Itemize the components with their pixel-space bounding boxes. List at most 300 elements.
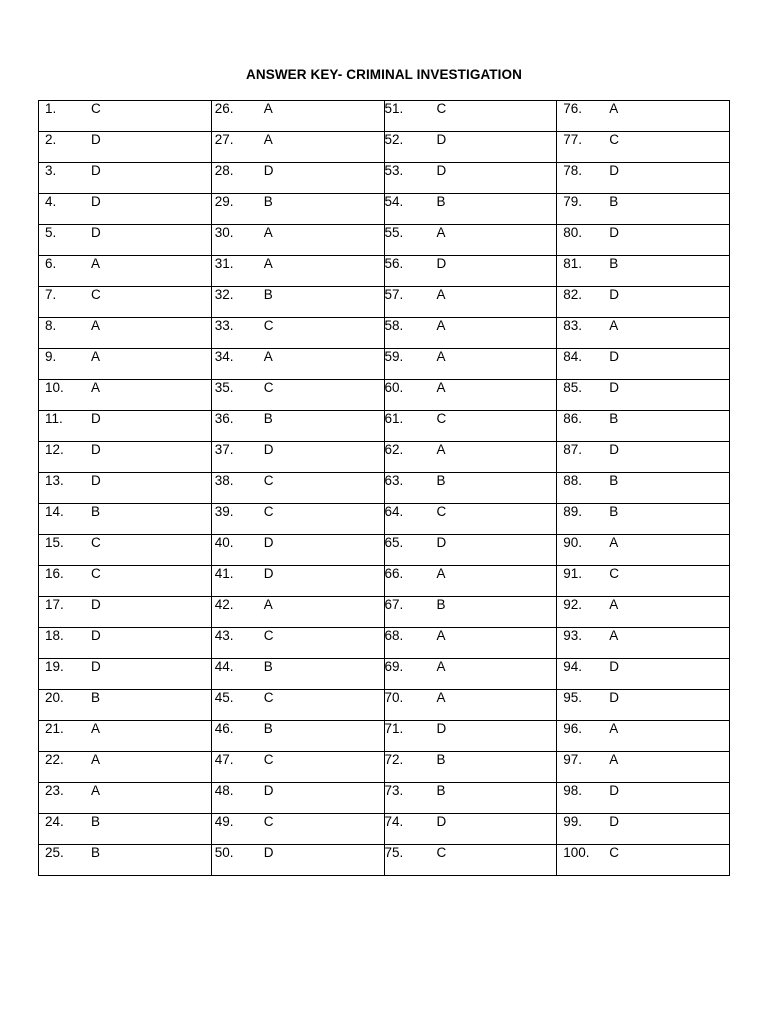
question-number: 8. bbox=[45, 318, 57, 333]
answer-cell bbox=[211, 349, 384, 380]
answer-cell-content bbox=[557, 690, 729, 720]
question-number: 97. bbox=[563, 752, 583, 767]
answer-cell bbox=[211, 721, 384, 752]
question-number: 33. bbox=[214, 318, 234, 333]
answer-cell bbox=[211, 535, 384, 566]
question-number: 4. bbox=[45, 194, 57, 209]
answer-cell-content bbox=[557, 752, 729, 782]
question-number: 88. bbox=[563, 473, 583, 488]
answer-cell-content bbox=[39, 380, 211, 410]
answer-cell-content bbox=[557, 721, 729, 751]
question-number: 72. bbox=[384, 752, 404, 767]
question-number: 73. bbox=[384, 783, 404, 798]
answer-cell bbox=[39, 442, 212, 473]
answer-cell-content bbox=[212, 783, 384, 813]
answer-cell-content bbox=[385, 194, 557, 224]
answer-cell-content bbox=[212, 380, 384, 410]
question-number: 55. bbox=[384, 225, 404, 240]
answer-letter: A bbox=[263, 132, 273, 147]
answer-cell bbox=[557, 411, 730, 442]
answer-cell-content bbox=[557, 845, 729, 875]
question-number: 65. bbox=[384, 535, 404, 550]
question-number: 84. bbox=[563, 349, 583, 364]
question-number: 51. bbox=[384, 101, 404, 116]
answer-letter: A bbox=[436, 628, 446, 643]
answer-letter: D bbox=[436, 721, 447, 736]
question-number: 90. bbox=[563, 535, 583, 550]
answer-letter: A bbox=[91, 752, 101, 767]
table-row bbox=[39, 628, 730, 659]
answer-cell bbox=[557, 349, 730, 380]
answer-cell bbox=[384, 473, 557, 504]
answer-cell-content bbox=[385, 411, 557, 441]
answer-letter: A bbox=[609, 535, 619, 550]
answer-cell bbox=[211, 752, 384, 783]
answer-cell bbox=[211, 473, 384, 504]
question-number: 62. bbox=[384, 442, 404, 457]
answer-cell-content bbox=[39, 535, 211, 565]
answer-letter: C bbox=[91, 101, 101, 116]
answer-cell-content bbox=[39, 256, 211, 286]
answer-letter: C bbox=[609, 566, 619, 581]
answer-cell bbox=[384, 318, 557, 349]
question-number: 70. bbox=[384, 690, 404, 705]
question-number: 63. bbox=[384, 473, 404, 488]
answer-letter: A bbox=[263, 101, 273, 116]
answer-cell bbox=[211, 659, 384, 690]
answer-cell-content bbox=[39, 783, 211, 813]
answer-letter: A bbox=[609, 721, 619, 736]
question-number: 23. bbox=[45, 783, 64, 798]
answer-cell-content bbox=[557, 225, 729, 255]
table-row bbox=[39, 442, 730, 473]
answer-letter: C bbox=[263, 752, 274, 767]
answer-cell-content bbox=[385, 442, 557, 472]
answer-cell bbox=[384, 721, 557, 752]
answer-cell-content bbox=[39, 566, 211, 596]
answer-letter: B bbox=[263, 659, 273, 674]
table-row bbox=[39, 132, 730, 163]
question-number: 86. bbox=[563, 411, 583, 426]
answer-cell-content bbox=[557, 163, 729, 193]
answer-cell bbox=[211, 597, 384, 628]
answer-letter: C bbox=[609, 845, 619, 860]
answer-letter: A bbox=[91, 318, 101, 333]
answer-letter: D bbox=[91, 132, 101, 147]
answer-cell-content bbox=[385, 287, 557, 317]
question-number: 3. bbox=[45, 163, 57, 178]
question-number: 74. bbox=[384, 814, 404, 829]
question-number: 56. bbox=[384, 256, 404, 271]
question-number: 27. bbox=[214, 132, 234, 147]
answer-letter: C bbox=[436, 101, 447, 116]
answer-cell-content bbox=[39, 349, 211, 379]
answer-cell-content bbox=[212, 318, 384, 348]
answer-cell-content bbox=[385, 132, 557, 162]
answer-cell bbox=[557, 752, 730, 783]
answer-cell bbox=[384, 845, 557, 876]
answer-cell-content bbox=[212, 194, 384, 224]
answer-cell-content bbox=[557, 256, 729, 286]
answer-cell-content bbox=[39, 721, 211, 751]
answer-letter: D bbox=[609, 783, 619, 798]
answer-cell-content bbox=[557, 194, 729, 224]
answer-letter: B bbox=[609, 411, 619, 426]
answer-cell-content bbox=[557, 442, 729, 472]
answer-cell-content bbox=[557, 101, 729, 131]
table-row bbox=[39, 783, 730, 814]
answer-cell bbox=[39, 101, 212, 132]
answer-cell-content bbox=[557, 349, 729, 379]
answer-letter: C bbox=[436, 504, 447, 519]
question-number: 19. bbox=[45, 659, 64, 674]
question-number: 89. bbox=[563, 504, 583, 519]
question-number: 39. bbox=[214, 504, 234, 519]
table-row bbox=[39, 473, 730, 504]
answer-cell bbox=[557, 845, 730, 876]
answer-cell bbox=[39, 597, 212, 628]
question-number: 7. bbox=[45, 287, 57, 302]
question-number: 93. bbox=[563, 628, 583, 643]
answer-cell-content bbox=[385, 380, 557, 410]
answer-letter: D bbox=[91, 411, 101, 426]
answer-letter: D bbox=[436, 814, 447, 829]
question-number: 76. bbox=[563, 101, 583, 116]
answer-cell-content bbox=[212, 814, 384, 844]
answer-letter: D bbox=[91, 442, 101, 457]
answer-cell bbox=[211, 690, 384, 721]
answer-key-table bbox=[38, 100, 730, 876]
answer-cell bbox=[39, 566, 212, 597]
answer-letter: B bbox=[436, 783, 446, 798]
question-number: 52. bbox=[384, 132, 404, 147]
question-number: 80. bbox=[563, 225, 583, 240]
answer-cell-content bbox=[557, 535, 729, 565]
question-number: 40. bbox=[214, 535, 234, 550]
answer-cell bbox=[557, 380, 730, 411]
answer-letter: D bbox=[609, 287, 619, 302]
question-number: 77. bbox=[563, 132, 583, 147]
answer-cell-content bbox=[385, 256, 557, 286]
question-number: 17. bbox=[45, 597, 64, 612]
question-number: 68. bbox=[384, 628, 404, 643]
answer-letter: D bbox=[263, 163, 274, 178]
question-number: 82. bbox=[563, 287, 583, 302]
answer-letter: B bbox=[609, 473, 619, 488]
answer-cell bbox=[557, 504, 730, 535]
table-row bbox=[39, 566, 730, 597]
answer-cell bbox=[211, 318, 384, 349]
question-number: 9. bbox=[45, 349, 57, 364]
answer-cell-content bbox=[557, 597, 729, 627]
question-number: 28. bbox=[214, 163, 234, 178]
answer-cell-content bbox=[385, 814, 557, 844]
answer-letter: C bbox=[436, 411, 447, 426]
answer-cell-content bbox=[385, 566, 557, 596]
question-number: 25. bbox=[45, 845, 64, 860]
answer-cell-content bbox=[39, 659, 211, 689]
answer-cell bbox=[39, 659, 212, 690]
question-number: 45. bbox=[214, 690, 234, 705]
answer-letter: B bbox=[609, 194, 619, 209]
answer-cell bbox=[39, 752, 212, 783]
table-row bbox=[39, 194, 730, 225]
answer-cell-content bbox=[385, 845, 557, 875]
question-number: 38. bbox=[214, 473, 234, 488]
answer-cell bbox=[384, 690, 557, 721]
question-number: 69. bbox=[384, 659, 404, 674]
table-row bbox=[39, 752, 730, 783]
answer-letter: A bbox=[436, 659, 446, 674]
answer-cell-content bbox=[385, 752, 557, 782]
answer-letter: C bbox=[91, 287, 101, 302]
answer-letter: D bbox=[91, 163, 101, 178]
answer-letter: C bbox=[263, 380, 274, 395]
answer-cell bbox=[211, 287, 384, 318]
answer-letter: C bbox=[91, 566, 101, 581]
question-number: 14. bbox=[45, 504, 64, 519]
question-number: 31. bbox=[214, 256, 234, 271]
answer-cell bbox=[557, 597, 730, 628]
answer-cell-content bbox=[212, 132, 384, 162]
question-number: 43. bbox=[214, 628, 234, 643]
answer-cell bbox=[384, 597, 557, 628]
answer-cell bbox=[557, 194, 730, 225]
table-row bbox=[39, 845, 730, 876]
answer-letter: D bbox=[609, 814, 619, 829]
table-row bbox=[39, 349, 730, 380]
answer-cell bbox=[384, 535, 557, 566]
question-number: 46. bbox=[214, 721, 234, 736]
answer-cell-content bbox=[212, 845, 384, 875]
answer-letter: D bbox=[436, 132, 447, 147]
answer-letter: B bbox=[91, 845, 101, 860]
question-number: 66. bbox=[384, 566, 404, 581]
question-number: 53. bbox=[384, 163, 404, 178]
answer-cell bbox=[557, 132, 730, 163]
answer-cell bbox=[557, 473, 730, 504]
answer-letter: C bbox=[263, 628, 274, 643]
question-number: 1. bbox=[45, 101, 57, 116]
answer-cell bbox=[384, 349, 557, 380]
answer-cell bbox=[39, 132, 212, 163]
answer-letter: A bbox=[91, 721, 101, 736]
answer-letter: A bbox=[263, 597, 273, 612]
question-number: 13. bbox=[45, 473, 64, 488]
table-row bbox=[39, 690, 730, 721]
answer-cell bbox=[384, 783, 557, 814]
answer-cell-content bbox=[557, 783, 729, 813]
answer-cell-content bbox=[212, 473, 384, 503]
answer-cell-content bbox=[385, 721, 557, 751]
answer-cell-content bbox=[557, 814, 729, 844]
answer-cell-content bbox=[212, 442, 384, 472]
answer-cell bbox=[384, 194, 557, 225]
question-number: 48. bbox=[214, 783, 234, 798]
question-number: 32. bbox=[214, 287, 234, 302]
answer-cell-content bbox=[212, 256, 384, 286]
answer-letter: C bbox=[91, 535, 101, 550]
question-number: 2. bbox=[45, 132, 57, 147]
answer-cell-content bbox=[212, 535, 384, 565]
answer-cell bbox=[384, 628, 557, 659]
answer-letter: D bbox=[436, 256, 447, 271]
answer-cell bbox=[39, 535, 212, 566]
question-number: 37. bbox=[214, 442, 234, 457]
table-row bbox=[39, 597, 730, 628]
answer-letter: D bbox=[609, 659, 619, 674]
answer-cell bbox=[384, 163, 557, 194]
question-number: 47. bbox=[214, 752, 234, 767]
question-number: 6. bbox=[45, 256, 57, 271]
answer-cell bbox=[39, 225, 212, 256]
answer-cell-content bbox=[557, 659, 729, 689]
answer-cell-content bbox=[557, 504, 729, 534]
answer-cell bbox=[384, 411, 557, 442]
question-number: 18. bbox=[45, 628, 64, 643]
answer-cell bbox=[39, 845, 212, 876]
answer-letter: C bbox=[263, 690, 274, 705]
answer-cell bbox=[211, 380, 384, 411]
answer-letter: D bbox=[91, 473, 101, 488]
answer-letter: B bbox=[436, 194, 446, 209]
answer-cell bbox=[557, 163, 730, 194]
answer-cell bbox=[39, 473, 212, 504]
answer-letter: D bbox=[91, 194, 101, 209]
table-row bbox=[39, 101, 730, 132]
answer-cell-content bbox=[39, 163, 211, 193]
question-number: 5. bbox=[45, 225, 57, 240]
question-number: 30. bbox=[214, 225, 234, 240]
answer-letter: D bbox=[436, 163, 447, 178]
answer-letter: D bbox=[609, 349, 619, 364]
answer-letter: B bbox=[609, 504, 619, 519]
answer-letter: D bbox=[609, 163, 619, 178]
answer-cell-content bbox=[39, 597, 211, 627]
table-row bbox=[39, 814, 730, 845]
answer-cell bbox=[211, 442, 384, 473]
answer-cell-content bbox=[385, 628, 557, 658]
question-number: 15. bbox=[45, 535, 64, 550]
answer-cell-content bbox=[557, 380, 729, 410]
answer-letter: C bbox=[263, 473, 274, 488]
table-row bbox=[39, 318, 730, 349]
answer-letter: D bbox=[609, 690, 619, 705]
answer-letter: C bbox=[609, 132, 619, 147]
question-number: 91. bbox=[563, 566, 583, 581]
answer-letter: B bbox=[263, 194, 273, 209]
question-number: 99. bbox=[563, 814, 583, 829]
answer-cell bbox=[211, 783, 384, 814]
answer-cell bbox=[384, 256, 557, 287]
question-number: 41. bbox=[214, 566, 234, 581]
question-number: 92. bbox=[563, 597, 583, 612]
answer-cell-content bbox=[557, 318, 729, 348]
question-number: 57. bbox=[384, 287, 404, 302]
question-number: 36. bbox=[214, 411, 234, 426]
answer-letter: B bbox=[263, 287, 273, 302]
answer-letter: A bbox=[91, 349, 101, 364]
answer-cell bbox=[39, 256, 212, 287]
question-number: 58. bbox=[384, 318, 404, 333]
answer-cell-content bbox=[39, 101, 211, 131]
answer-cell bbox=[39, 194, 212, 225]
answer-letter: D bbox=[263, 845, 274, 860]
answer-cell bbox=[39, 628, 212, 659]
answer-cell-content bbox=[212, 566, 384, 596]
question-number: 67. bbox=[384, 597, 404, 612]
answer-cell bbox=[384, 752, 557, 783]
answer-cell-content bbox=[212, 287, 384, 317]
answer-cell-content bbox=[385, 318, 557, 348]
answer-cell-content bbox=[39, 690, 211, 720]
answer-letter: D bbox=[436, 535, 447, 550]
answer-cell-content bbox=[385, 163, 557, 193]
answer-letter: C bbox=[436, 845, 447, 860]
answer-letter: A bbox=[263, 256, 273, 271]
answer-cell bbox=[384, 380, 557, 411]
question-number: 10. bbox=[45, 380, 64, 395]
answer-cell-content bbox=[39, 845, 211, 875]
answer-cell bbox=[211, 132, 384, 163]
question-number: 21. bbox=[45, 721, 64, 736]
answer-cell-content bbox=[557, 628, 729, 658]
answer-letter: A bbox=[91, 380, 101, 395]
answer-cell-content bbox=[39, 132, 211, 162]
answer-cell bbox=[557, 287, 730, 318]
answer-cell bbox=[211, 163, 384, 194]
answer-cell bbox=[384, 225, 557, 256]
answer-cell bbox=[211, 101, 384, 132]
answer-letter: D bbox=[91, 597, 101, 612]
question-number: 96. bbox=[563, 721, 583, 736]
answer-cell-content bbox=[212, 349, 384, 379]
answer-letter: D bbox=[263, 442, 274, 457]
answer-letter: A bbox=[91, 783, 101, 798]
answer-letter: A bbox=[436, 349, 446, 364]
question-number: 75. bbox=[384, 845, 404, 860]
table-row bbox=[39, 380, 730, 411]
answer-cell-content bbox=[212, 504, 384, 534]
answer-cell bbox=[211, 504, 384, 535]
answer-cell bbox=[39, 690, 212, 721]
answer-letter: A bbox=[91, 256, 101, 271]
answer-cell-content bbox=[212, 690, 384, 720]
answer-cell-content bbox=[212, 659, 384, 689]
answer-cell-content bbox=[39, 318, 211, 348]
answer-cell bbox=[557, 535, 730, 566]
answer-letter: D bbox=[91, 659, 101, 674]
answer-cell-content bbox=[385, 101, 557, 131]
answer-letter: A bbox=[609, 318, 619, 333]
answer-cell bbox=[557, 628, 730, 659]
answer-letter: A bbox=[436, 442, 446, 457]
answer-cell-content bbox=[212, 752, 384, 782]
answer-cell-content bbox=[557, 411, 729, 441]
answer-letter: A bbox=[436, 690, 446, 705]
question-number: 12. bbox=[45, 442, 64, 457]
answer-cell bbox=[557, 690, 730, 721]
answer-cell bbox=[557, 566, 730, 597]
answer-letter: A bbox=[436, 380, 446, 395]
answer-cell bbox=[211, 225, 384, 256]
answer-cell-content bbox=[212, 101, 384, 131]
answer-cell-content bbox=[212, 597, 384, 627]
answer-letter: B bbox=[91, 504, 101, 519]
answer-cell bbox=[557, 783, 730, 814]
answer-letter: D bbox=[609, 380, 619, 395]
answer-cell-content bbox=[557, 287, 729, 317]
